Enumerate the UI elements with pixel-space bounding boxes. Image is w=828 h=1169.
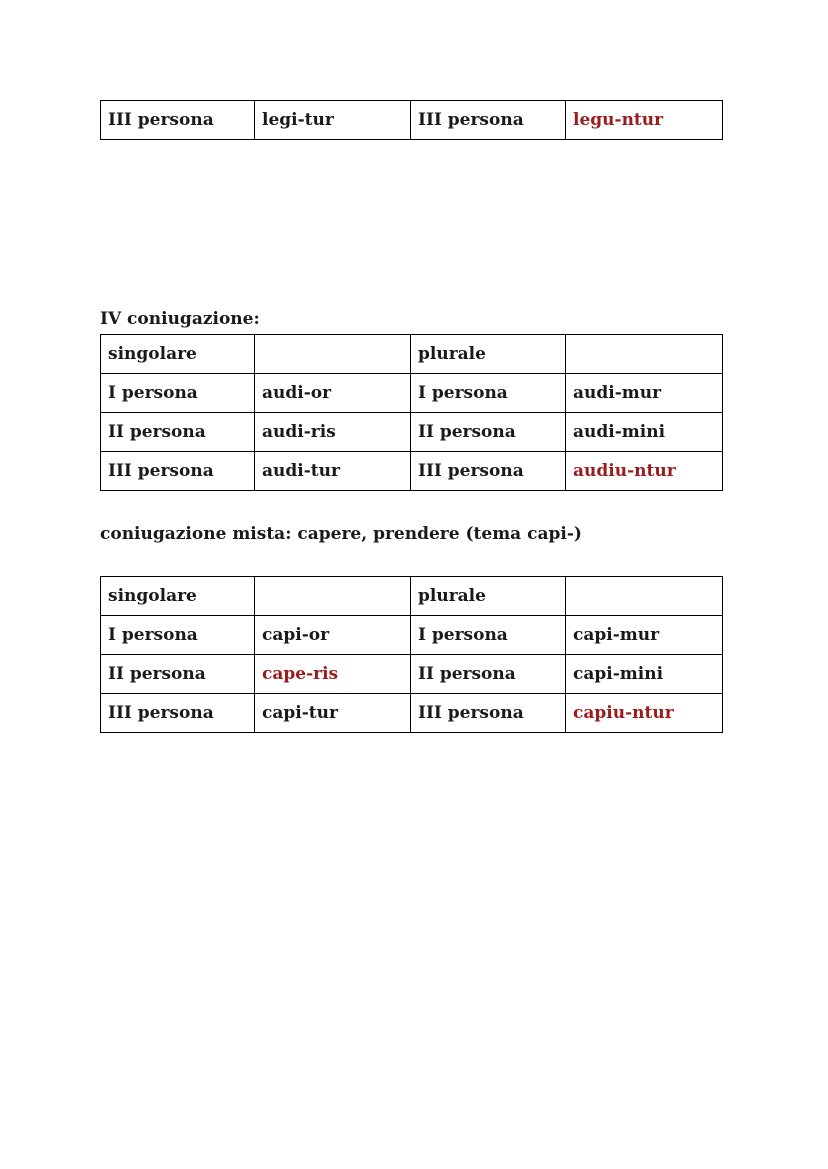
header-singolare: singolare bbox=[101, 577, 255, 616]
table-row bbox=[101, 374, 723, 413]
cell-form: audi-tur bbox=[255, 452, 411, 491]
cell-person-label: II persona bbox=[101, 655, 255, 694]
cell-person-label: II persona bbox=[411, 413, 566, 452]
cell-form: audi-or bbox=[255, 374, 411, 413]
cell-person-label: II persona bbox=[411, 655, 566, 694]
cell-form: legi-tur bbox=[255, 101, 411, 140]
cell-person-label: III persona bbox=[101, 101, 255, 140]
cell-person-label: III persona bbox=[101, 694, 255, 733]
cell-person-label: I persona bbox=[411, 374, 566, 413]
cell-form-highlighted: audiu-ntur bbox=[566, 452, 723, 491]
cell-person-label: I persona bbox=[411, 616, 566, 655]
header-singolare: singolare bbox=[101, 335, 255, 374]
cell-form-highlighted: capiu-ntur bbox=[566, 694, 723, 733]
section-title-iv-coniugazione: IV coniugazione: bbox=[100, 309, 260, 329]
table-header-row bbox=[101, 335, 723, 374]
table-passive-iii-coniugazione-tail bbox=[100, 100, 723, 140]
cell-person-label: II persona bbox=[101, 413, 255, 452]
cell-person-label: III persona bbox=[411, 694, 566, 733]
cell-form: audi-ris bbox=[255, 413, 411, 452]
table-row bbox=[101, 101, 723, 140]
cell-person-label: III persona bbox=[411, 452, 566, 491]
cell-form: audi-mini bbox=[566, 413, 723, 452]
cell-form: capi-mini bbox=[566, 655, 723, 694]
header-empty bbox=[255, 335, 411, 374]
table-row bbox=[101, 413, 723, 452]
header-plurale: plurale bbox=[411, 577, 566, 616]
table-iv-coniugazione bbox=[100, 334, 723, 491]
cell-person-label: I persona bbox=[101, 616, 255, 655]
header-plurale: plurale bbox=[411, 335, 566, 374]
table-row bbox=[101, 616, 723, 655]
table-header-row bbox=[101, 577, 723, 616]
cell-person-label: III persona bbox=[411, 101, 566, 140]
table-row bbox=[101, 694, 723, 733]
cell-form: capi-tur bbox=[255, 694, 411, 733]
table-coniugazione-mista bbox=[100, 576, 723, 733]
header-empty bbox=[566, 577, 723, 616]
cell-form-highlighted: legu-ntur bbox=[566, 101, 723, 140]
section-title-coniugazione-mista: coniugazione mista: capere, prendere (tema capi-) bbox=[100, 524, 582, 544]
cell-person-label: I persona bbox=[101, 374, 255, 413]
header-empty bbox=[255, 577, 411, 616]
cell-form: audi-mur bbox=[566, 374, 723, 413]
cell-person-label: III persona bbox=[101, 452, 255, 491]
cell-form: capi-mur bbox=[566, 616, 723, 655]
table-row bbox=[101, 655, 723, 694]
cell-form-highlighted: cape-ris bbox=[255, 655, 411, 694]
header-empty bbox=[566, 335, 723, 374]
cell-form: capi-or bbox=[255, 616, 411, 655]
table-row bbox=[101, 452, 723, 491]
